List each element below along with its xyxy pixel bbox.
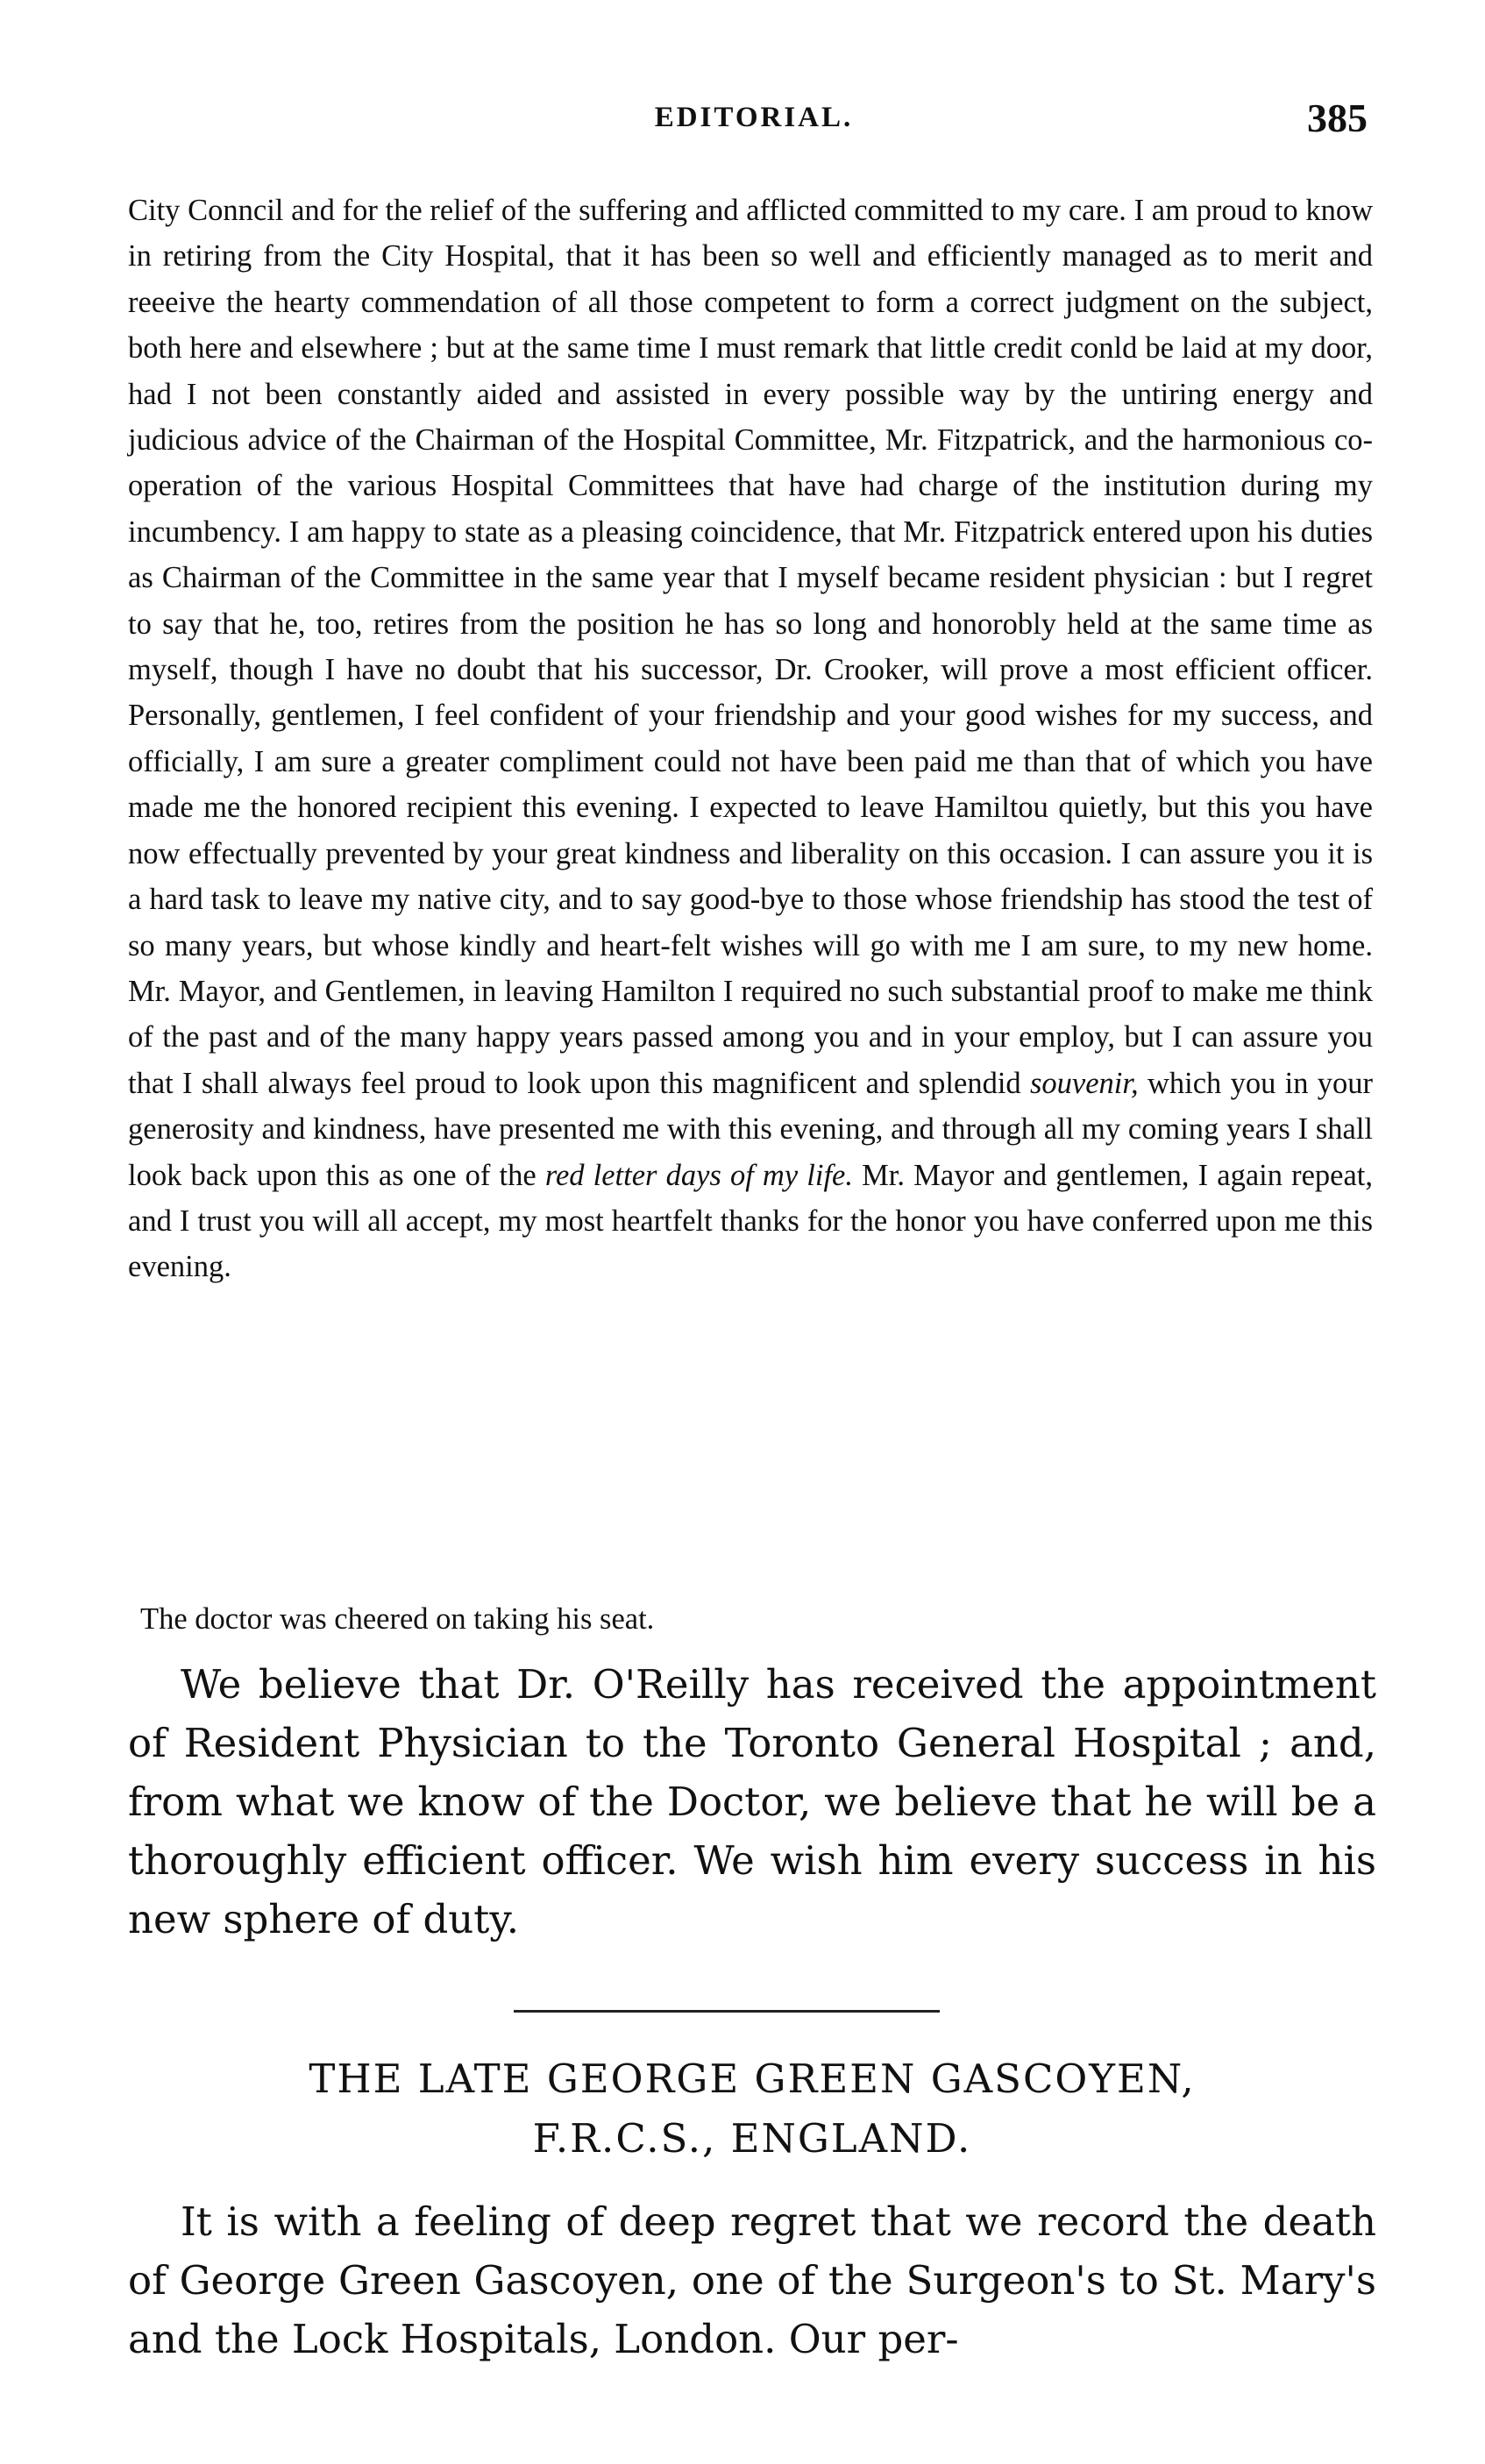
- page-number: 385: [1307, 96, 1368, 140]
- running-head: [123, 95, 1385, 147]
- letter-paragraph: [128, 188, 1373, 1290]
- obituary-heading-line-1: THE LATE GEORGE GREEN GASCOYEN,: [309, 2056, 1196, 2102]
- obituary-text: [128, 2192, 1376, 2368]
- letter-text: [128, 188, 1373, 1290]
- letter-text-part-2: which you in your generosity and kindness, have presented me with this evening, and through all my coming years I shall look back upon this as one of the: [128, 1066, 1374, 1192]
- italic-souvenir: souvenir,: [1029, 1066, 1139, 1100]
- editorial-paragraph: We believe that Dr. O'Reilly has received the appointment of Resident Physician to the Toronto General Hospital ; and, from what we know of the Doctor, we believe that he will be a thoroughly efficient officer. We wish him every success in his new sphere of duty.: [128, 1661, 1376, 1942]
- italic-red-letter-days: red letter days of my life.: [544, 1158, 853, 1192]
- obituary-heading: [128, 2049, 1376, 2169]
- cheered-line: The doctor was cheered on taking his seat.: [140, 1602, 655, 1636]
- editorial-note: [128, 1655, 1376, 1949]
- obituary-paragraph: It is with a feeling of deep regret that we record the death of George Green Gascoyen, one of the Surgeon's to St. Mary's and the Lock Hospitals, London. Our per-: [128, 2198, 1376, 2362]
- running-head-title: EDITORIAL.: [654, 102, 854, 133]
- letter-text-part-3: Mr. Mayor and gentlemen, I again repeat, and I trust you will all accept, my most heartfelt thanks for the honor you have conferred upon me this evening.: [128, 1158, 1373, 1284]
- obituary-heading-line-2: F.R.C.S., ENGLAND.: [532, 2115, 972, 2162]
- section-divider: [514, 2010, 940, 2013]
- letter-text-part-1: City Conncil and for the relief of the suffering and afflicted committed to my care. I am proud to know in retiring from the City Hospital, that it has been so well and efficiently managed as to merit and reeeive the hearty commendation of all those competent to form a correct judgment on the subject, both here and elsewhere ; but at the same time I must remark that little credit conld be laid at my door, had I not been constantly aided and assisted in every possible way by the untiring energy and judicious advice of the Chairman of the Hospital Committee, Mr. Fitzpatrick, and the harmonious co-operation of the various Hospital Committees that have had charge of the institution during my incumbency. I am happy to state as a pleasing coincidence, that Mr. Fitzpatrick entered upon his duties as Chairman of the Committee in the same year that I myself became resident physician : but I regret to say that he, too, retires from the position he has so long and honorobly held at the same time as myself, though I have no doubt that his successor, Dr. Crooker, will prove a most efficient officer. Personally, gentlemen, I feel confident of your friendship and your good wishes for my success, and officially, I am sure a greater compliment could not have been paid me than that of which you have made me the honored recipient this evening. I expected to leave Hamiltou quietly, but this you have now effectually prevented by your great kindness and liberality on this occasion. I can assure you it is a hard task to leave my native city, and to say good-bye to those whose friendship has stood the test of so many years, but whose kindly and heart-felt wishes will go with me I am sure, to my new home. Mr. Mayor, and Gentlemen, in leaving Hamilton I required no such substantial proof to make me think of the past and of the many happy years passed among you and in your employ, but I can assure you that I shall always feel proud to look upon this magnificent and splendid: [128, 194, 1373, 1100]
